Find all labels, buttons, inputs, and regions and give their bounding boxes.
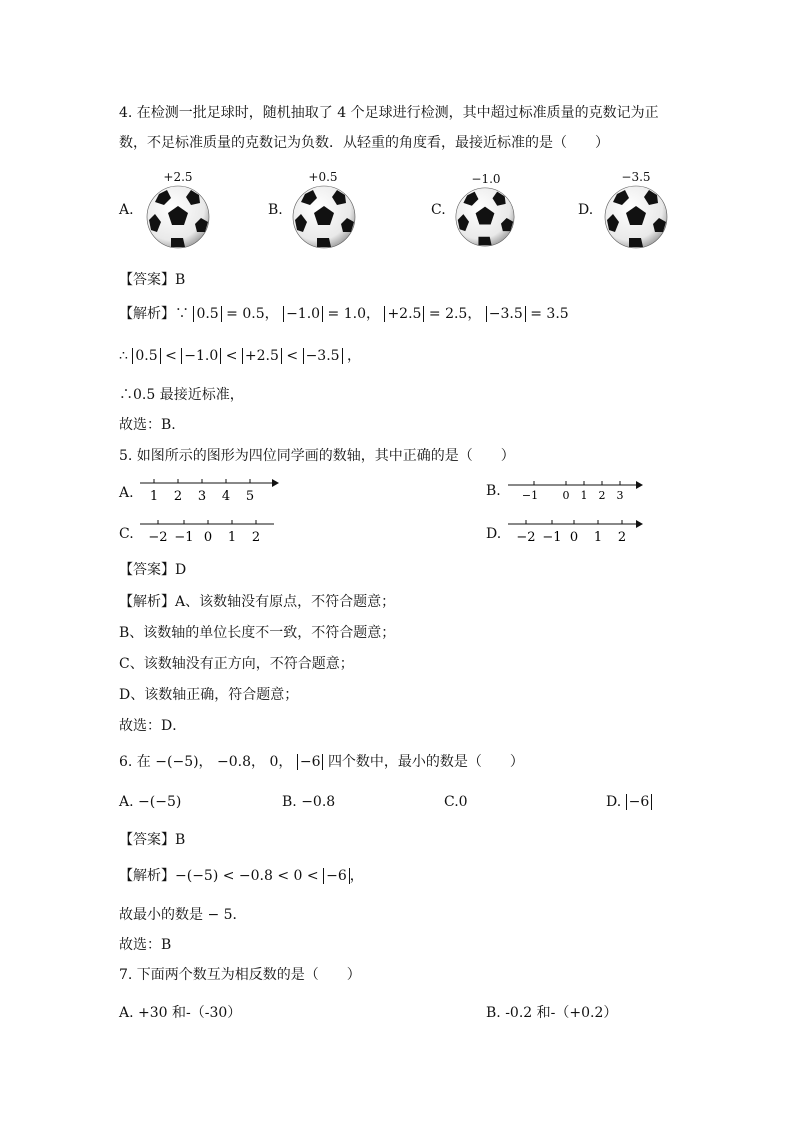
q6-answer: 【答案】B — [119, 832, 186, 848]
q7-stem: 7. 下面两个数互为相反数的是（ ） — [119, 967, 361, 983]
number-line-c — [140, 518, 280, 548]
soccer-ball-icon — [145, 184, 211, 254]
tick-label: 1 — [593, 530, 603, 545]
value-text: = 2.5， — [428, 306, 482, 322]
option-letter: A. — [119, 794, 134, 810]
option-value: 0 — [458, 794, 468, 810]
option-value: −6 — [626, 794, 653, 810]
q4-option-a-letter[interactable]: A. — [119, 202, 134, 218]
tick-label: 2 — [598, 489, 606, 502]
option-value: −(−5) — [138, 794, 182, 810]
soccer-ball-icon — [291, 184, 357, 254]
punctuation: ， — [347, 348, 362, 364]
stem-item: 0， — [269, 754, 293, 770]
option-value: +30 和-（-30） — [138, 1005, 242, 1021]
q4-stem-line2: 数，不足标准质量的克数记为负数．从轻重的角度看，最接近标准的是（ ） — [119, 135, 609, 151]
number-line-d — [508, 518, 648, 548]
tick-label: 2 — [251, 530, 261, 545]
q5-option-d-letter[interactable]: D. — [486, 526, 502, 542]
less-than: < — [286, 348, 299, 364]
punctuation: ， — [349, 868, 364, 884]
q5-option-c-letter[interactable]: C. — [119, 526, 134, 542]
q4-option-c-letter[interactable]: C. — [431, 202, 446, 218]
q6-analysis-line2: 故最小的数是 − 5． — [119, 907, 247, 923]
tick-label: 4 — [221, 489, 231, 504]
tick-label: 5 — [245, 489, 255, 504]
stem-prefix: 6. 在 — [119, 754, 151, 770]
value-text: = 1.0， — [327, 306, 380, 322]
analysis-label: 【解析】 — [119, 868, 175, 884]
tick-label: −2 — [516, 530, 536, 545]
q6-option-a[interactable] — [119, 794, 181, 810]
q4-option-b-value: +0.5 — [308, 170, 338, 184]
tick-label: 1 — [149, 489, 159, 504]
option-letter: C. — [444, 794, 459, 810]
q4-option-d-value: −3.5 — [621, 170, 651, 184]
option-value: -0.2 和-（+0.2） — [505, 1005, 618, 1021]
option-letter: B. — [282, 794, 297, 810]
q4-option-c-value: −1.0 — [471, 172, 501, 186]
abs-value: 0.5 — [132, 348, 160, 364]
q4-option-b-letter[interactable]: B. — [268, 202, 283, 218]
q6-analysis-line1 — [119, 866, 364, 886]
less-than: < — [225, 348, 238, 364]
q5-conclusion: 故选：D． — [119, 718, 187, 734]
tick-label: −1 — [174, 530, 194, 545]
number-line-b — [508, 477, 646, 503]
therefore-symbol: ∴ — [119, 348, 128, 364]
abs-value: −3.5 — [303, 348, 343, 364]
q4-analysis-line2 — [119, 346, 361, 366]
tick-label: 3 — [616, 489, 624, 502]
q5-analysis-line3: C、该数轴没有正方向，不符合题意； — [119, 656, 354, 672]
analysis-label: 【解析】∵ — [119, 306, 189, 322]
q6-stem — [119, 752, 524, 772]
abs-value: −1.0 — [181, 348, 221, 364]
abs-value: −6 — [297, 754, 324, 770]
value-text: = 3.5 — [530, 306, 569, 322]
tick-label: 0 — [569, 530, 579, 545]
q6-option-c[interactable] — [444, 794, 468, 810]
abs-value: −3.5 — [486, 306, 526, 322]
less-than: < — [165, 348, 177, 364]
stem-item: −0.8， — [217, 754, 266, 770]
q5-stem: 5. 如图所示的图形为四位同学画的数轴，其中正确的是（ ） — [119, 448, 515, 464]
q5-analysis-line4: D、该数轴正确，符合题意； — [119, 687, 299, 703]
q5-analysis-line1: 【解析】A、该数轴没有原点，不符合题意； — [119, 594, 396, 610]
soccer-ball-icon — [454, 186, 516, 252]
q7-option-a[interactable] — [119, 1002, 241, 1022]
abs-value: +2.5 — [242, 348, 282, 364]
soccer-ball-icon — [603, 184, 669, 254]
abs-value: −1.0 — [283, 306, 323, 322]
tick-label: 0 — [203, 530, 213, 545]
stem-item: −(−5)， — [155, 754, 213, 770]
q6-option-b[interactable] — [282, 794, 335, 810]
option-letter: B. — [486, 1005, 501, 1021]
q5-analysis-line2: B、该数轴的单位长度不一致，不符合题意； — [119, 625, 396, 641]
q5-answer: 【答案】D — [119, 562, 187, 578]
tick-label: 1 — [227, 530, 237, 545]
tick-label: 0 — [562, 489, 570, 502]
abs-value: 0.5 — [193, 306, 221, 322]
abs-value: +2.5 — [384, 306, 424, 322]
q4-analysis-line1 — [119, 304, 569, 324]
abs-value: −6 — [323, 868, 350, 884]
analysis-expr: −(−5) < −0.8 < 0 < — [175, 868, 319, 884]
option-letter: A. — [119, 1005, 134, 1021]
tick-label: 3 — [197, 489, 207, 504]
option-value: −0.8 — [301, 794, 336, 810]
option-letter: D. — [606, 794, 622, 810]
number-line-a — [140, 475, 280, 505]
q4-option-d-letter[interactable]: D. — [578, 202, 594, 218]
q4-option-a-value: +2.5 — [163, 170, 193, 184]
q4-analysis-line3: ∴0.5 最接近标准， — [119, 387, 244, 403]
tick-label: 1 — [580, 489, 588, 502]
tick-label: −1 — [521, 489, 539, 502]
q5-option-a-letter[interactable]: A. — [119, 485, 134, 501]
stem-suffix: 四个数中，最小的数是（ ） — [327, 754, 524, 770]
q4-conclusion: 故选：B. — [119, 417, 176, 433]
value-text: = 0.5， — [226, 306, 279, 322]
tick-label: −2 — [148, 530, 168, 545]
q6-conclusion: 故选：B — [119, 937, 172, 953]
q6-option-d[interactable] — [606, 794, 652, 810]
tick-label: 2 — [173, 489, 183, 504]
tick-label: 2 — [617, 530, 627, 545]
tick-label: −1 — [542, 530, 562, 545]
q5-option-b-letter[interactable]: B. — [486, 483, 501, 499]
q4-answer: 【答案】B — [119, 272, 186, 288]
q4-stem-line1: 4. 在检测一批足球时，随机抽取了 4 个足球进行检测，其中超过标准质量的克数记为正 — [119, 105, 659, 121]
q7-option-b[interactable] — [486, 1002, 617, 1022]
